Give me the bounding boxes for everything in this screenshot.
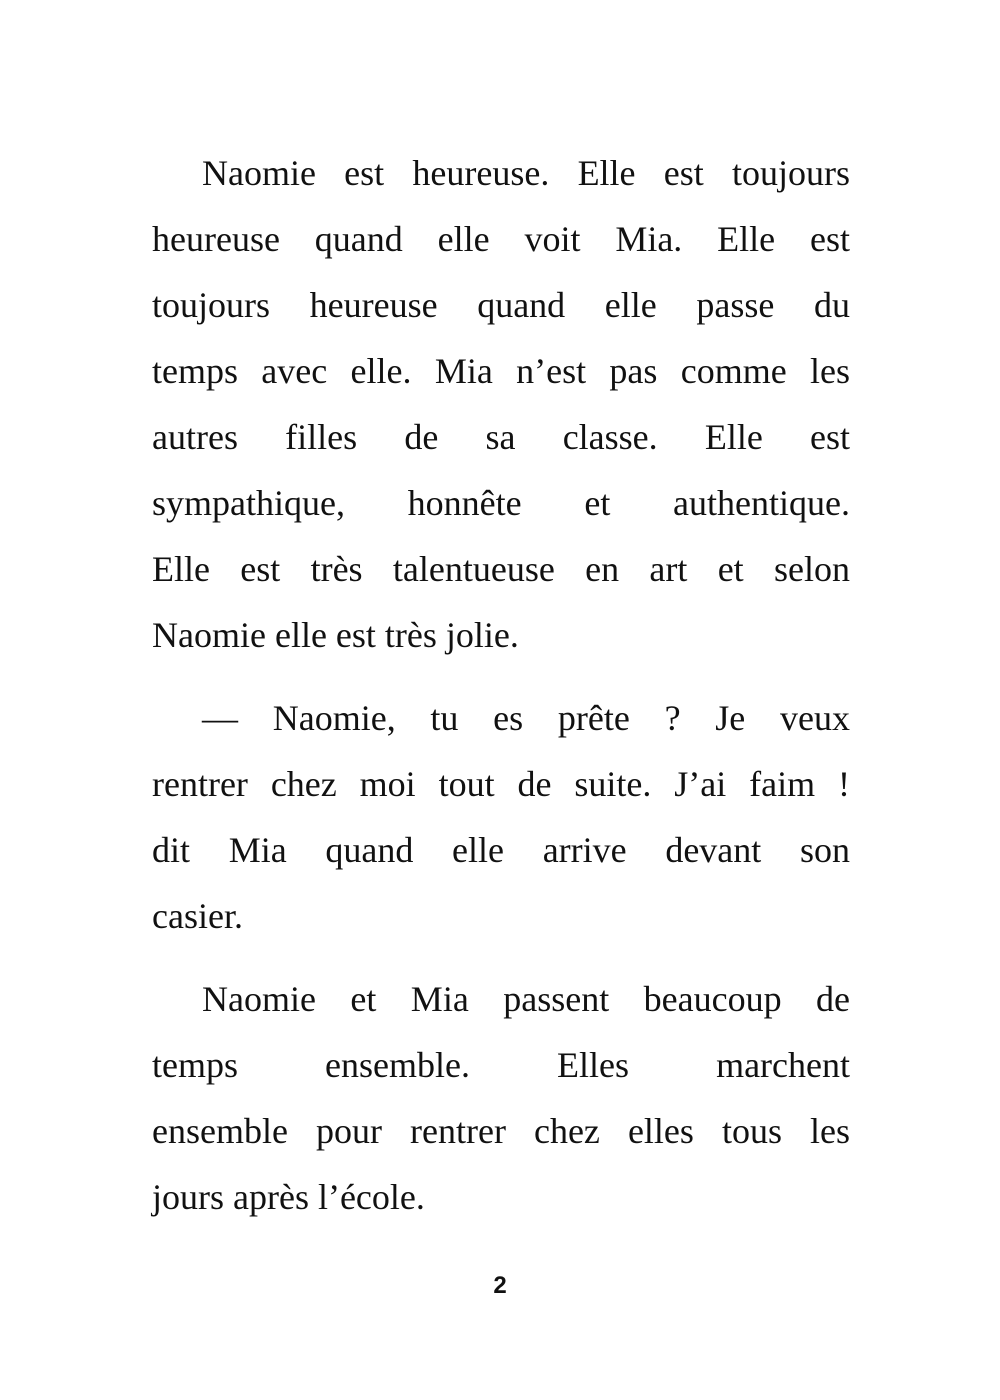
text-line: Naomie elle est très jolie. (152, 615, 519, 655)
text-line: Naomie et Mia passent beaucoup de (202, 979, 850, 1019)
paragraph (152, 685, 850, 949)
paragraph (152, 966, 850, 1230)
text-line: heureuse quand elle voit Mia. Elle est (152, 219, 850, 259)
text-line: toujours heureuse quand elle passe du (152, 285, 850, 325)
text-line: rentrer chez moi tout de suite. J’ai faim ! (152, 764, 850, 804)
text-line: Elle est très talentueuse en art et selon (152, 549, 850, 589)
text-line: temps ensemble. Elles marchent (152, 1045, 850, 1085)
body-text (152, 140, 850, 1247)
text-line: jours après l’école. (152, 1177, 425, 1217)
paragraph (152, 140, 850, 668)
text-line: dit Mia quand elle arrive devant son (152, 830, 850, 870)
text-line: temps avec elle. Mia n’est pas comme les (152, 351, 850, 391)
text-line: — Naomie, tu es prête ? Je veux (202, 698, 850, 738)
text-line: sympathique, honnête et authentique. (152, 483, 850, 523)
text-line: ensemble pour rentrer chez elles tous les (152, 1111, 850, 1151)
text-line: casier. (152, 896, 243, 936)
text-line: autres filles de sa classe. Elle est (152, 417, 850, 457)
text-line: Naomie est heureuse. Elle est toujours (202, 153, 850, 193)
page-number: 2 (493, 1272, 507, 1299)
